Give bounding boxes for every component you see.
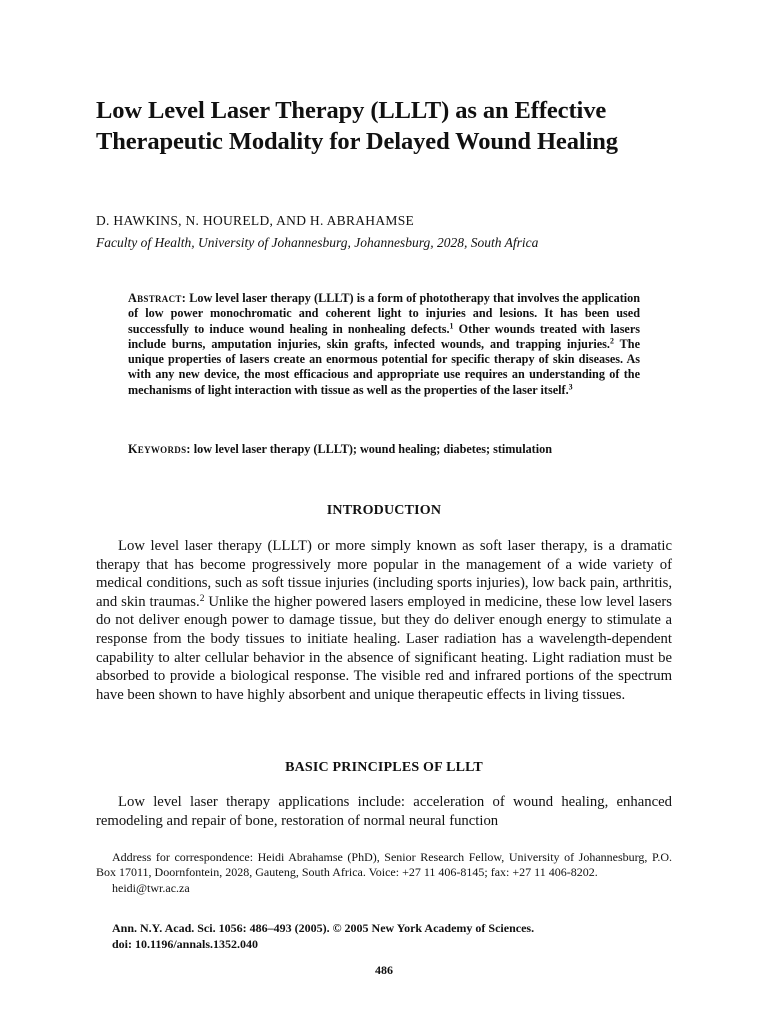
- page-number: 486: [375, 963, 393, 977]
- abstract-text-part-3: The unique properties of lasers create an enormous potential for specific therapy of skin diseases. As with any new device, the most efficacious and appropriate use requires an understanding of the mechanisms of light interaction with tissue as well as the properties of the laser itself.: [128, 336, 640, 397]
- doi-line: doi: 10.1196/annals.1352.040: [112, 936, 259, 951]
- author-list: D. HAWKINS, N. HOURELD, AND H. ABRAHAMSE: [96, 213, 415, 228]
- abstract: [128, 291, 640, 398]
- section-heading-introduction: INTRODUCTION: [326, 503, 442, 518]
- correspondence-email: heidi@twr.ac.za: [112, 880, 190, 895]
- reference-marker: 3: [568, 382, 573, 392]
- introduction-paragraph: [96, 537, 672, 704]
- intro-text-part-1: Low level laser therapy (LLLT) or more simply known as soft laser therapy, is a dramatic therapy that has become progressively more popular in the management of a wide variety of medical conditions, such as soft tissue injuries (including sports injuries), low back pain, arthritis, and skin traumas.: [96, 538, 672, 610]
- section-heading-basic-principles: BASIC PRINCIPLES OF LLLT: [285, 760, 483, 775]
- reference-marker: 1: [449, 321, 454, 331]
- journal-citation: [112, 921, 672, 952]
- reference-marker: 2: [609, 336, 614, 346]
- author-affiliation: Faculty of Health, University of Johannesburg, Johannesburg, 2028, South Africa: [96, 235, 539, 250]
- citation-line: Ann. N.Y. Acad. Sci. 1056: 486–493 (2005). © 2005 New York Academy of Sciences.: [112, 921, 535, 935]
- intro-text-part-2: Unlike the higher powered lasers employed in medicine, these low level lasers do not deliver enough power to damage tissue, but they do deliver enough energy to stimulate a response from the body tissues to initiate healing. Laser radiation has a wavelength-dependent capability to alter cellular behavior in the absence of significant heating. Light radiation must be absorbed to provide a biological response. The visible red and infrared portions of the spectrum have been shown to have highly absorbent and unique therapeutic effects in living tissues.: [96, 593, 672, 703]
- correspondence-address: Address for correspondence: Heidi Abrahamse (PhD), Senior Research Fellow, University of Johannesburg, P.O. Box 17011, Doornfontein, 2028, Gauteng, South Africa. Voice: +27 11 406-8145; fax: +27 11 406-8202.: [96, 850, 672, 880]
- abstract-text-part-2: Other wounds treated with lasers include burns, amputation injuries, skin grafts, infected wounds, and trapping injuries.: [128, 321, 640, 351]
- basic-principles-paragraph: Low level laser therapy applications include: acceleration of wound healing, enhanced remodeling and repair of bone, restoration of normal neural function: [96, 794, 672, 829]
- keywords-label: Keywords:: [128, 442, 191, 456]
- keywords-text: low level laser therapy (LLLT); wound healing; diabetes; stimulation: [190, 442, 552, 456]
- keywords: [128, 442, 640, 457]
- correspondence-footnote: [96, 850, 672, 896]
- abstract-label: Abstract:: [128, 291, 187, 305]
- article-title: Low Level Laser Therapy (LLLT) as an Effective Therapeutic Modality for Delayed Wound Healing: [96, 97, 618, 155]
- abstract-text-part-1: Low level laser therapy (LLLT) is a form of phototherapy that involves the application of low power monochromatic and coherent light to injuries and lesions. It has been used successfully to induce wound healing in nonhealing defects.: [128, 291, 641, 336]
- journal-page: [96, 0, 672, 1024]
- reference-marker: 2: [199, 592, 205, 604]
